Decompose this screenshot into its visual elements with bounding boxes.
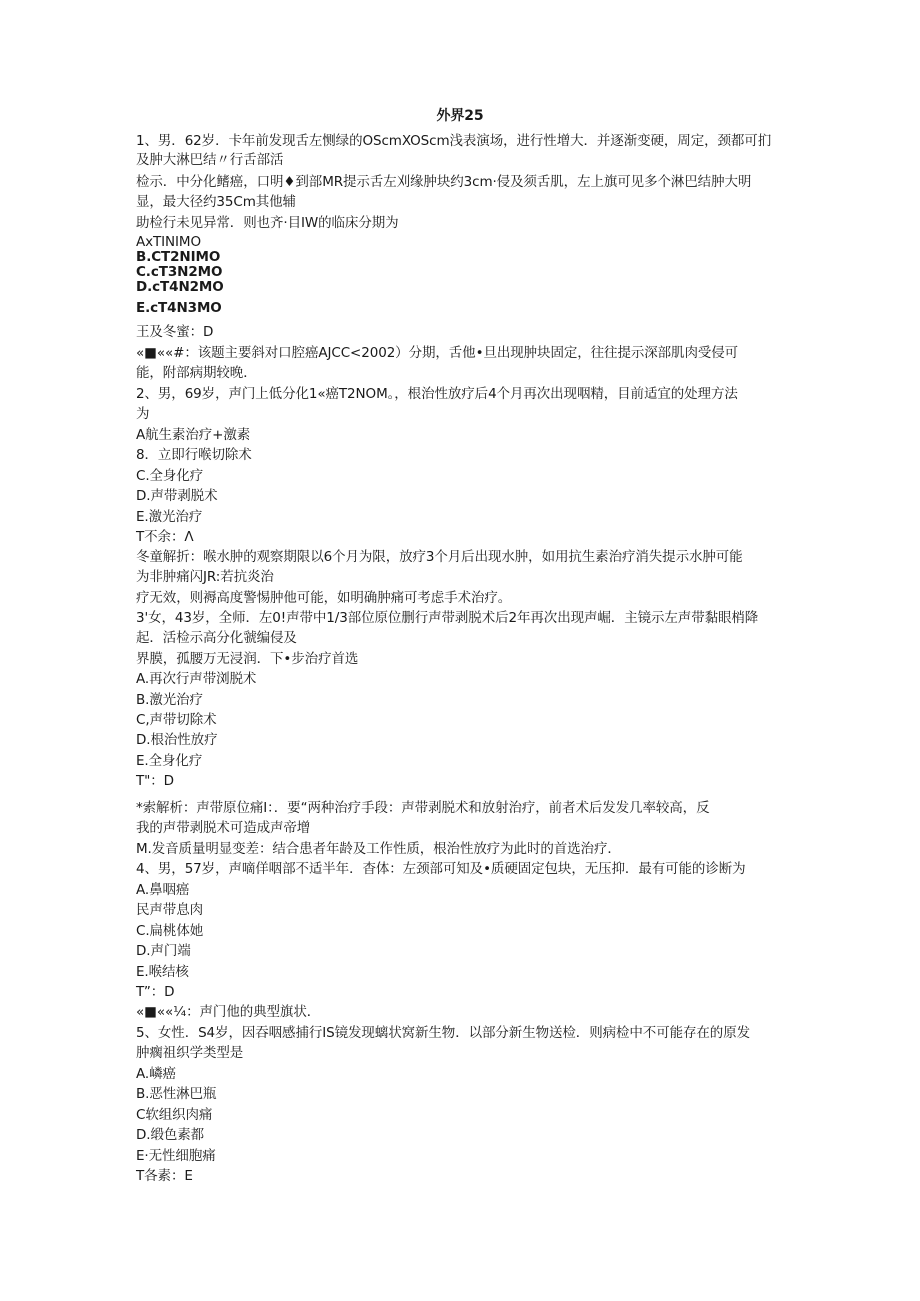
question-3-explanation-line-3: M.发音质量明显变差：结合患者年龄及工作性质，根治性放疗为此时的首选治疗． bbox=[136, 841, 621, 857]
question-1-explanation-line-1: «■««#：该题主要斜对口腔癌AJCC<2002）分期，舌他•旦出现肿块固定，往往提示深部肌肉受侵可 bbox=[136, 345, 739, 361]
question-1-option-e: E.cT4N3MO bbox=[136, 300, 222, 316]
question-1-explanation-line-2: 能，附部病期较晚． bbox=[136, 365, 257, 381]
question-1-option-b: B.CT2NIMO bbox=[136, 249, 221, 265]
question-1-stem-line-3: 检示．中分化鳍癌，口明♦到部MR提示舌左刈缘肿块约3cm·侵及须舌肌，左上旗可见多个淋巴结肿大明 bbox=[136, 174, 752, 190]
question-2-option-d: D.声带剥脱术 bbox=[136, 488, 218, 504]
question-5-answer: T各素：E bbox=[136, 1168, 193, 1184]
question-3-option-d: D.根治性放疗 bbox=[136, 732, 218, 748]
page-title: 外界25 bbox=[436, 108, 484, 124]
question-4-stem: 4、男，57岁，声嘀佯咽部不适半年．杳体：左颈部可知及•质硬固定包块，无压抑．最有可能的诊断为 bbox=[136, 861, 746, 877]
question-1-option-c: C.cT3N2MO bbox=[136, 264, 223, 280]
question-1-stem-line-1: 1、男．62岁．卡年前发现舌左恻绿的OScmXOScm浅表演场，进行性增大．并逐渐变硬，周定，颈都可扪 bbox=[136, 133, 772, 149]
question-3-explanation-line-2: 我的声带剥脱术可造成声帝增 bbox=[136, 820, 311, 836]
question-3-stem-line-1: 3'女，43岁，全师．左0!声带中1/3部位原位删行声带剥脱术后2年再次出现声崛．主镜示左声带黏眼梢降 bbox=[136, 610, 759, 626]
question-2-explanation-line-3: 疗无效，则褥高度警惕肿他可能，如明确肿痛可考虑手术治疗。 bbox=[136, 590, 512, 606]
question-3-option-e: E.全身化疗 bbox=[136, 753, 203, 769]
question-3-option-b: B.激光治疗 bbox=[136, 692, 203, 708]
question-1-stem-line-2: 及肿大淋巴结〃行舌部活 bbox=[136, 152, 284, 168]
question-3-stem-line-3: 界膜，孤腰万无浸润．下•步治疗首选 bbox=[136, 651, 359, 667]
question-3-option-c: C,声带切除术 bbox=[136, 712, 217, 728]
question-2-stem-line-2: 为 bbox=[136, 406, 150, 422]
question-5-option-a: A.嶙癌 bbox=[136, 1066, 176, 1082]
question-5-option-d: D.缎色素都 bbox=[136, 1127, 205, 1143]
question-5-option-b: B.恶性淋巴瓶 bbox=[136, 1086, 217, 1102]
question-4-option-c: C.扁桃体她 bbox=[136, 923, 204, 939]
question-4-explanation: «■««¼：声门他的典型旗状． bbox=[136, 1004, 321, 1020]
question-4-option-b: 民声带息肉 bbox=[136, 902, 203, 918]
question-5-option-c: C软组织肉痛 bbox=[136, 1107, 213, 1123]
question-5-option-e: E·无性细胞痛 bbox=[136, 1148, 216, 1164]
question-4-option-a: A.鼻咽癌 bbox=[136, 882, 190, 898]
question-4-option-e: E.喉结核 bbox=[136, 964, 189, 980]
question-2-option-e: E.激光治疗 bbox=[136, 509, 203, 525]
question-2-stem-line-1: 2、男，69岁，声门上低分化1«癌T2NOM。，根治性放疗后4个月再次出现咽精，目前适宜的处理方法 bbox=[136, 386, 738, 402]
question-3-option-a: A.再次行声带浏脱术 bbox=[136, 671, 257, 687]
question-5-stem-line-1: 5、女性．S4岁，因吞咽感捕行IS镜发现螭状窝新生物．以部分新生物送检．则病检中不可能存在的原发 bbox=[136, 1025, 750, 1041]
question-2-explanation-line-1: 冬童解折：喉水肿的观察期限以6个月为限，放疗3个月后出现水肿，如用抗生素治疗消失提示水肿可能 bbox=[136, 549, 743, 565]
question-2-option-a: A航生素治疗+激素 bbox=[136, 427, 251, 443]
question-3-stem-line-2: 起．活检示高分化虢编侵及 bbox=[136, 630, 297, 646]
question-2-explanation-line-2: 为非肿痛闪JR:若抗炎治 bbox=[136, 569, 274, 585]
question-4-answer: T”：D bbox=[136, 984, 175, 1000]
question-2-option-c: C.全身化疗 bbox=[136, 468, 204, 484]
question-1-answer: 王及冬蜜：D bbox=[136, 324, 214, 340]
question-3-answer: T"：D bbox=[136, 773, 174, 789]
question-1-option-d: D.cT4N2MO bbox=[136, 279, 224, 295]
question-5-stem-line-2: 肿瘸祖织学类型是 bbox=[136, 1045, 244, 1061]
question-2-answer: T不余：Λ bbox=[136, 529, 194, 545]
question-4-option-d: D.声门端 bbox=[136, 943, 191, 959]
question-1-stem-line-5: 助检行未见异常．则也齐·目IW的临床分期为 bbox=[136, 215, 399, 231]
question-2-option-b: 8．立即行喉切除术 bbox=[136, 447, 252, 463]
question-1-stem-line-4: 显，最大径约35Cm其他辅 bbox=[136, 194, 296, 210]
question-1-option-a: AxTINIMO bbox=[136, 234, 202, 250]
question-3-explanation-line-1: *索解析：声带原位痛I：．要“两种治疗手段：声带剥脱术和放射治疗，前者术后发发几率较高，反 bbox=[136, 800, 710, 816]
